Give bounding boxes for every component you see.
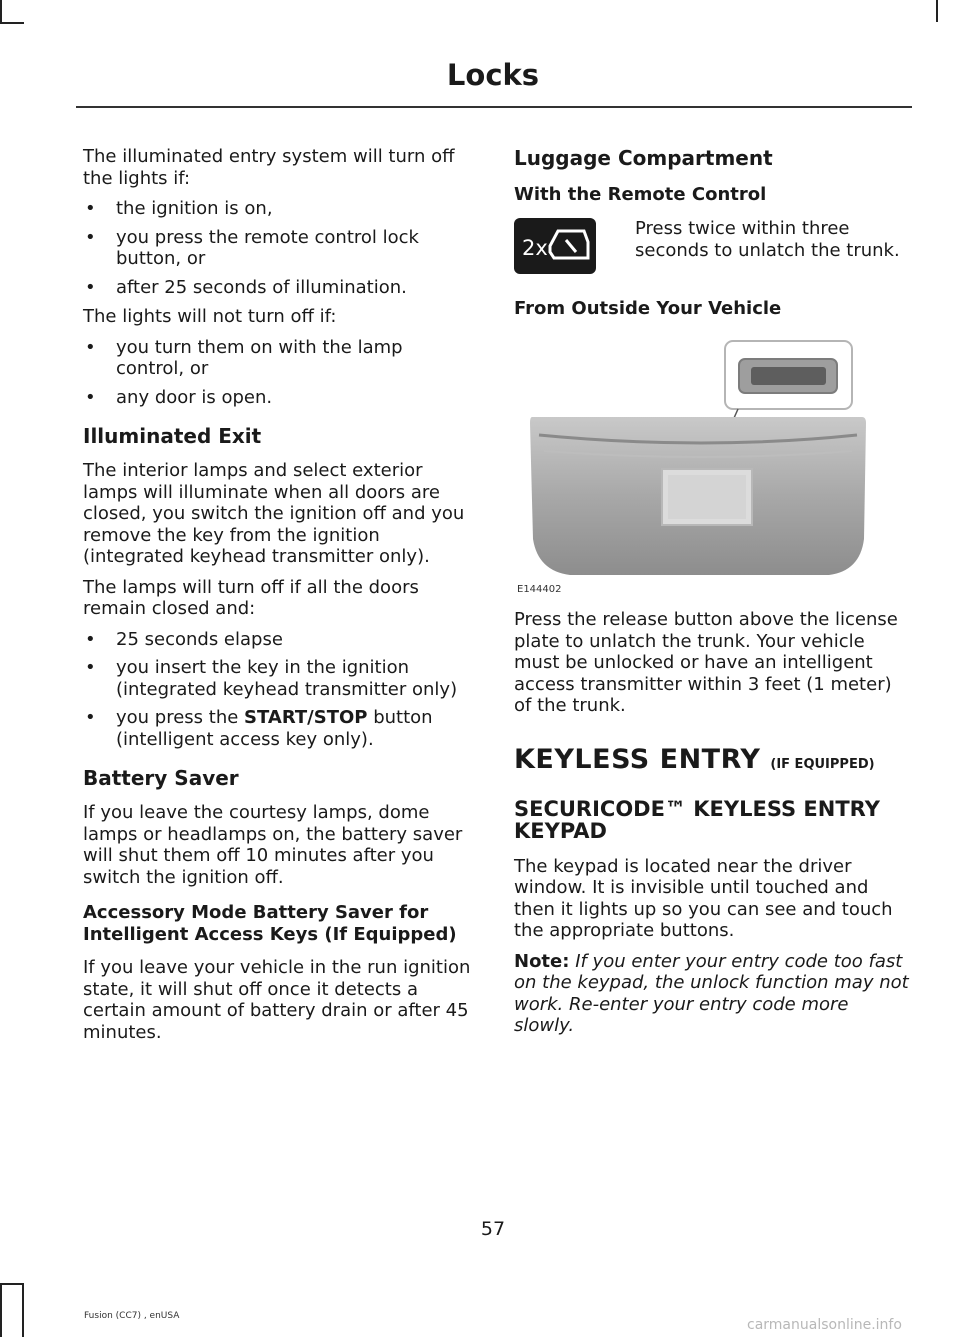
battery-saver-paragraph: If you leave the courtesy lamps, dome lamps or headlamps on, the battery saver will shut them off 10 minutes after you switch the ignition off.: [83, 802, 463, 888]
illuminated-exit-heading: Illuminated Exit: [83, 424, 262, 448]
trunk-release-figure: [514, 339, 910, 595]
remote-control-heading: With the Remote Control: [514, 184, 767, 205]
not-off-paragraph: The lights will not turn off if:: [83, 306, 337, 327]
trunk-release-icon: [514, 218, 596, 274]
lamps-off-paragraph: The lamps will turn off if all the doors remain closed and:: [83, 576, 419, 619]
list-item: • the ignition is on,: [85, 198, 273, 219]
trunk-illustration: [514, 339, 910, 595]
bullet-icon: •: [85, 198, 96, 219]
figure-code: E144402: [517, 584, 562, 595]
page-number: 57: [480, 1218, 506, 1240]
crop-mark-top-left-h: [0, 22, 24, 24]
accessory-mode-paragraph: If you leave your vehicle in the run ignition state, it will shut off once it detects a certain amount of battery drain or after 45 minutes.: [83, 957, 471, 1043]
remote-instruction: [514, 218, 910, 282]
list-item: • you press the START/STOP button (intelligent access key only).: [85, 707, 433, 750]
bullet-icon: •: [85, 336, 96, 358]
right-column: [514, 146, 910, 1046]
bullet-icon: •: [85, 657, 96, 678]
edition-label: Fusion (CC7) , enUSA: [84, 1311, 180, 1321]
crop-mark-bottom-left-h: [0, 1283, 22, 1285]
crop-mark-top-left: [0, 0, 2, 24]
remote-icon-label: 2x: [522, 235, 548, 260]
start-stop-label: START/STOP: [244, 707, 368, 728]
note-label: Note:: [514, 950, 570, 972]
accessory-mode-heading: Accessory Mode Battery Saver for Intelligent Access Keys (If Equipped): [83, 902, 457, 945]
illuminated-exit-paragraph: The interior lamps and select exterior lamps will illuminate when all doors are closed, you switch the ignition off and you remove the key from the ignition (integrated keyhead transmitter only).: [83, 460, 465, 567]
bullet-icon: •: [85, 628, 96, 650]
intro-paragraph: The illuminated entry system will turn off the lights if:: [83, 146, 455, 189]
securicode-heading: SECURICODE™ KEYLESS ENTRY KEYPAD: [514, 796, 880, 843]
outside-vehicle-heading: From Outside Your Vehicle: [514, 297, 782, 319]
list-item: • after 25 seconds of illumination.: [85, 276, 407, 298]
bullet-icon: •: [85, 707, 96, 728]
lamps-off-list: [83, 629, 476, 751]
crop-mark-bottom-left: [0, 1283, 2, 1337]
if-equipped-label: (IF EQUIPPED): [770, 756, 875, 772]
list-item: • 25 seconds elapse: [85, 628, 283, 650]
remote-instruction-text: Press twice within three seconds to unlatch the trunk.: [635, 217, 900, 261]
page-title: Locks: [446, 58, 540, 92]
list-item: • you turn them on with the lamp control, or: [85, 336, 403, 379]
bullet-icon: •: [85, 276, 96, 298]
keypad-paragraph: The keypad is located near the driver window. It is invisible until touched and then it lights up so you can see and touch the appropriate buttons.: [514, 855, 893, 941]
list-item: • you press the remote control lock button, or: [85, 226, 419, 269]
left-column: [83, 146, 476, 1052]
note-text: If you enter your entry code too fast on the keypad, the unlock function may not work. Re-enter your entry code more slowly.: [514, 950, 909, 1036]
crop-mark-bottom-left-inner: [22, 1283, 24, 1337]
list-item: • any door is open.: [85, 386, 273, 408]
bullet-icon: •: [85, 386, 96, 408]
not-off-conditions-list: [83, 337, 476, 409]
battery-saver-heading: Battery Saver: [83, 766, 239, 790]
off-conditions-list: [83, 198, 476, 298]
crop-mark-top-right: [936, 0, 938, 22]
bullet-icon: •: [85, 226, 96, 248]
keyless-entry-heading: KEYLESS ENTRY (IF EQUIPPED): [514, 743, 875, 775]
luggage-compartment-heading: Luggage Compartment: [514, 146, 773, 170]
watermark: carmanualsonline.info: [747, 1317, 902, 1333]
keypad-note: [514, 951, 910, 1037]
outside-instruction-paragraph: Press the release button above the license plate to unlatch the trunk. Your vehicle must be unlocked or have an intelligent access transmitter within 3 feet (1 meter) of the trunk.: [514, 609, 898, 716]
header-rule: [76, 106, 912, 108]
list-item: • you insert the key in the ignition (integrated keyhead transmitter only): [85, 657, 458, 700]
